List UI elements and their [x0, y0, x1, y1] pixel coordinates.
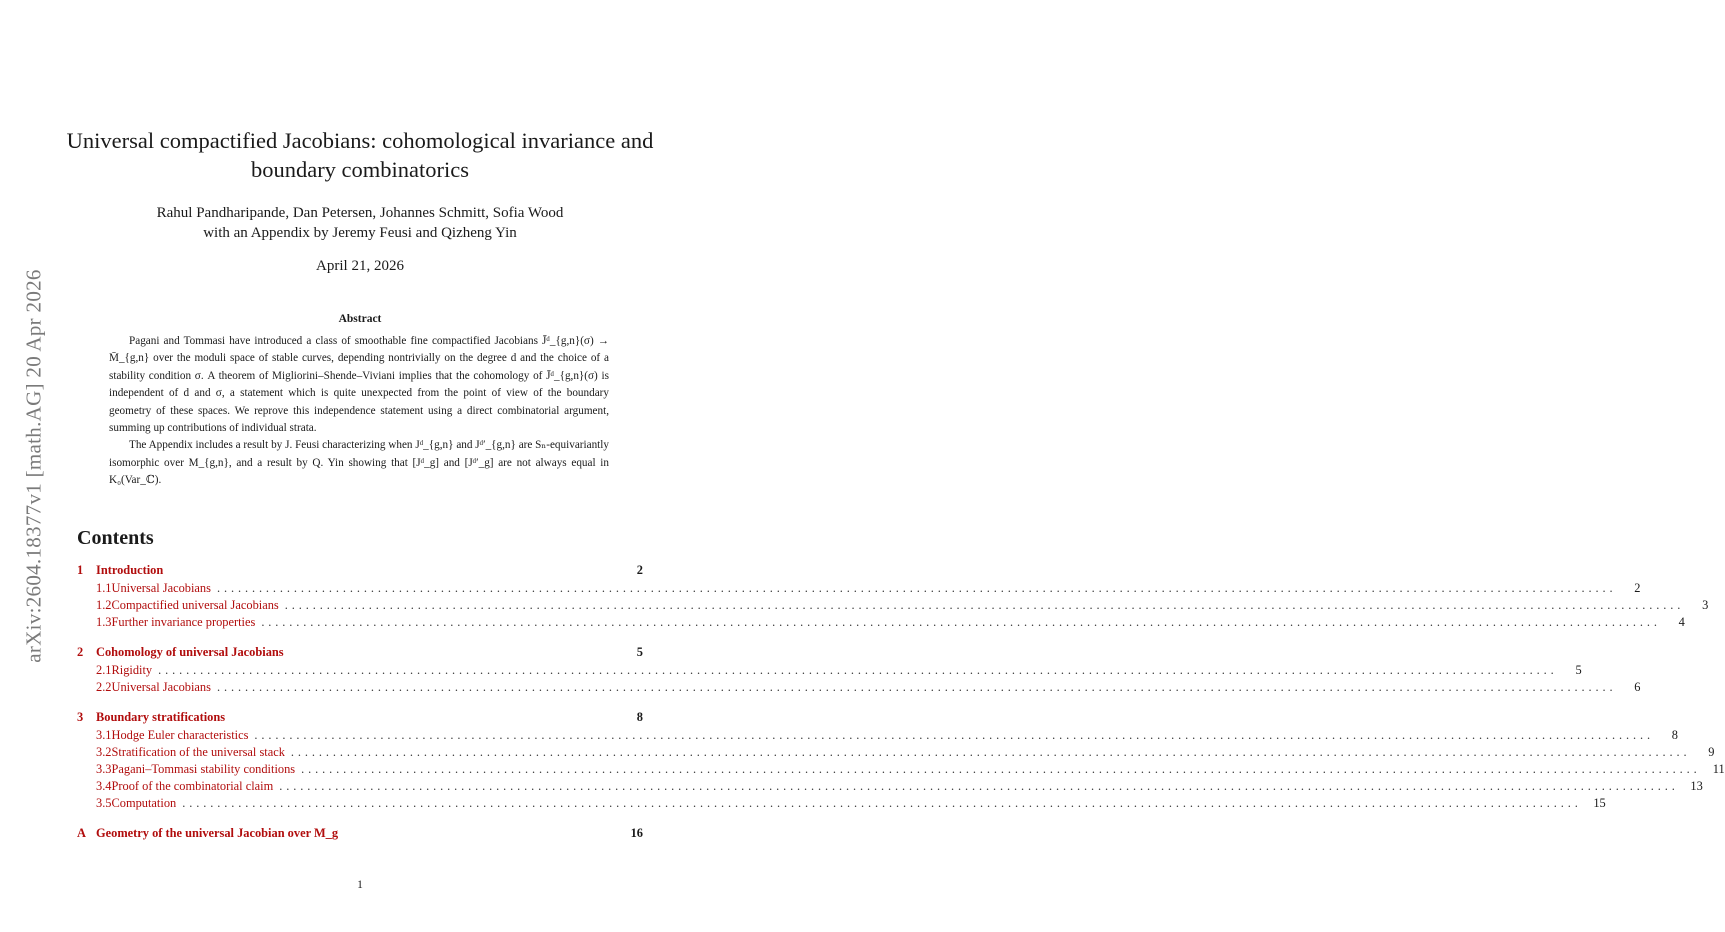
arxiv-identifier-stamp: arXiv:2604.18377v1 [math.AG] 20 Apr 2026: [21, 269, 46, 663]
toc-page-number: 2: [1634, 581, 1641, 595]
toc-section-entry[interactable]: [77, 563, 643, 581]
toc-subsection-number: 3.4: [96, 779, 112, 793]
toc-section-entry[interactable]: [77, 645, 643, 663]
toc-section-number: 2: [77, 645, 84, 659]
toc-section-title[interactable]: Boundary stratifications: [96, 710, 226, 724]
toc-page-number: 8: [1671, 728, 1678, 742]
toc-dot-leader: ........................................................................................................................................................................................................: [158, 663, 1558, 677]
toc-subsection-entry[interactable]: [77, 796, 1606, 813]
toc-dot-leader: ........................................................................................................................................................................................................: [301, 762, 1701, 776]
toc-page-number: 16: [630, 826, 643, 840]
abstract-paragraph: The Appendix includes a result by J. Feusi characterizing when Jᵈ_{g,n} and Jᵈ′_{g,n} are Sₙ-equivariantly isomorphic over M_{g,n}, and a result by Q. Yin showing that [Jᵈ_g] and [Jᵈ′_g] are not always equal in K₀(Var_ℂ).: [109, 439, 609, 487]
toc-dot-leader: ........................................................................................................................................................................................................: [254, 728, 1654, 742]
abstract-body: [109, 333, 609, 490]
toc-subsection-number: 3.5: [96, 796, 112, 810]
toc-section: [77, 645, 1641, 697]
toc-subsection-title[interactable]: Rigidity: [111, 663, 153, 677]
author-list: Rahul Pandharipande, Dan Petersen, Johannes Schmitt, Sofia Wood: [156, 205, 564, 221]
toc-subsection-title[interactable]: Universal Jacobians: [111, 680, 211, 694]
abstract-heading: Abstract: [338, 313, 382, 325]
toc-subsection-entry[interactable]: [77, 615, 1685, 632]
toc-page-number: 4: [1678, 615, 1685, 629]
toc-subsection-title[interactable]: Compactified universal Jacobians: [111, 598, 279, 612]
toc-subsection-title[interactable]: Hodge Euler characteristics: [111, 728, 249, 742]
toc-page-number: 11: [1712, 762, 1725, 776]
toc-page-number: 5: [1575, 663, 1582, 677]
toc-subsection-number: 2.1: [96, 663, 112, 677]
toc-page-number: 2: [636, 563, 643, 577]
toc-section-number: 1: [77, 563, 84, 577]
toc-section-number: A: [77, 826, 86, 840]
toc-dot-leader: ........................................................................................................................................................................................................: [284, 598, 1685, 612]
toc-subsection-number: 3.1: [96, 728, 112, 742]
toc-dot-leader: ........................................................................................................................................................................................................: [216, 680, 1617, 694]
toc-section: [77, 710, 1725, 813]
toc-section-title[interactable]: Introduction: [96, 563, 164, 577]
toc-subsection-number: 3.2: [96, 745, 112, 759]
toc-subsection-entry[interactable]: [77, 663, 1582, 680]
toc-subsection-title[interactable]: Computation: [111, 796, 177, 810]
toc-subsection-entry[interactable]: [77, 728, 1678, 745]
page-number: 1: [357, 879, 363, 891]
toc-subsection-number: 3.3: [96, 762, 112, 776]
contents-heading: Contents: [77, 527, 154, 549]
toc-page-number: 3: [1702, 598, 1709, 612]
toc-dot-leader: ........................................................................................................................................................................................................: [261, 615, 1661, 629]
toc-page-number: 5: [636, 645, 643, 659]
toc-subsection-entry[interactable]: [77, 581, 1641, 598]
toc-section-title[interactable]: Cohomology of universal Jacobians: [96, 645, 284, 659]
toc-page-number: 13: [1690, 779, 1703, 793]
toc-subsection-title[interactable]: Further invariance properties: [111, 615, 256, 629]
toc-dot-leader: ........................................................................................................................................................................................................: [279, 779, 1679, 793]
toc-section-entry[interactable]: [77, 826, 643, 844]
toc-subsection-title[interactable]: Pagani–Tommasi stability conditions: [111, 762, 296, 776]
toc-page-number: 15: [1593, 796, 1606, 810]
toc-subsection-number: 2.2: [96, 680, 112, 694]
toc-section-title[interactable]: Geometry of the universal Jacobian over M_g: [96, 826, 339, 840]
author-block: [60, 203, 660, 243]
toc-subsection-number: 1.1: [96, 581, 112, 595]
toc-subsection-title[interactable]: Universal Jacobians: [111, 581, 211, 595]
toc-subsection-title[interactable]: Proof of the combinatorial claim: [111, 779, 274, 793]
toc-subsection-title[interactable]: Stratification of the universal stack: [111, 745, 285, 759]
toc-section-entry[interactable]: [77, 710, 643, 728]
toc-subsection-entry[interactable]: [77, 745, 1715, 762]
toc-subsection-number: 1.2: [96, 598, 112, 612]
toc-subsection-entry[interactable]: [77, 598, 1709, 615]
paper-date: April 21, 2026: [316, 258, 404, 274]
toc-subsection-entry[interactable]: [77, 680, 1641, 697]
toc-subsection-entry[interactable]: [77, 762, 1725, 779]
toc-dot-leader: ........................................................................................................................................................................................................: [216, 581, 1617, 595]
toc-dot-leader: ........................................................................................................................................................................................................: [290, 745, 1691, 759]
toc-subsection-entry[interactable]: [77, 779, 1703, 796]
toc-subsection-number: 1.3: [96, 615, 112, 629]
toc-dot-leader: ........................................................................................................................................................................................................: [182, 796, 1582, 810]
toc-page-number: 9: [1708, 745, 1715, 759]
toc-section-number: 3: [77, 710, 84, 724]
table-of-contents: [77, 563, 1725, 857]
appendix-authors: with an Appendix by Jeremy Feusi and Qizheng Yin: [203, 225, 517, 241]
toc-section: [77, 826, 643, 844]
toc-page-number: 8: [636, 710, 643, 724]
paper-title: Universal compactified Jacobians: cohomological invariance and boundary combinatorics: [66, 128, 654, 182]
toc-page-number: 6: [1634, 680, 1641, 694]
abstract-paragraph: Pagani and Tommasi have introduced a class of smoothable fine compactified Jacobians J̄ᵈ_{g,n}(σ) → M̄_{g,n} over the moduli space of stable curves, depending nontrivially on the degree d and the choice of a stability condition σ. A theorem of Migliorini–Shende–Viviani implies that the cohomology of J̄ᵈ_{g,n}(σ) is independent of d and σ, a statement which is quite unexpected from the point of view of the boundary geometry of these spaces. We reprove this independence statement using a direct combinatorial argument, summing up contributions of individual strata.: [109, 335, 609, 435]
toc-section: [77, 563, 1709, 632]
